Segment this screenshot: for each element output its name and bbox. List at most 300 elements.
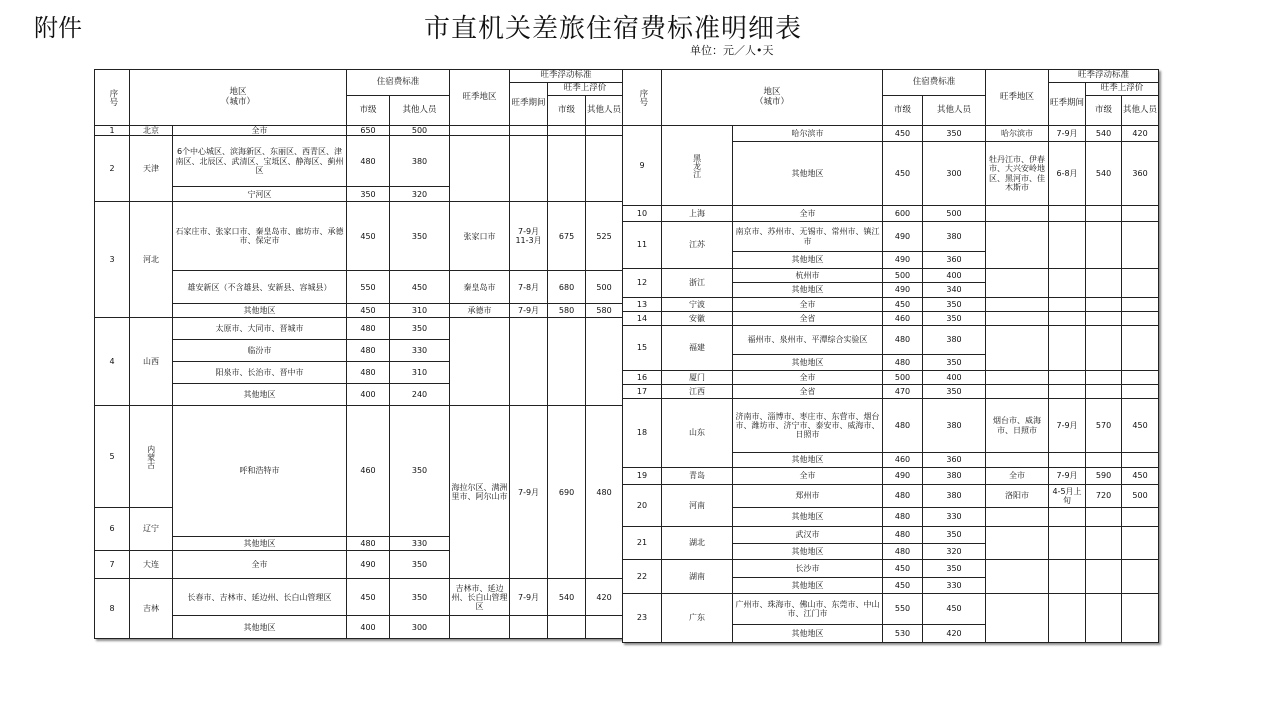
province-cell: 上海 [662, 206, 733, 222]
page-title: 市直机关差旅住宿费标准明细表 [424, 14, 803, 44]
peak-area-cell: 全市 [986, 468, 1049, 485]
peak-area-cell [986, 385, 1049, 399]
peak-city-level-value [1086, 326, 1122, 371]
peak-area-cell: 张家口市 [450, 202, 510, 271]
peak-area-cell [986, 560, 1049, 594]
table-row [623, 222, 1159, 252]
city-level-value: 350 [347, 187, 390, 202]
province-cell: 江苏 [662, 222, 733, 269]
city-level-value: 480 [883, 508, 923, 527]
peak-other-staff-value [1122, 385, 1159, 399]
province-cell: 河北 [130, 202, 173, 318]
peak-period-cell [1049, 371, 1086, 385]
table-row [623, 527, 1159, 544]
area-cell: 郑州市 [733, 485, 883, 508]
other-staff-value: 500 [923, 206, 986, 222]
peak-other-staff-value [1122, 453, 1159, 468]
table-row [623, 326, 1159, 355]
city-level-value: 500 [883, 371, 923, 385]
peak-period-cell: 7-9月 [510, 304, 548, 318]
city-level-value: 470 [883, 385, 923, 399]
peak-city-level-value: 720 [1086, 485, 1122, 508]
city-level-value: 460 [883, 453, 923, 468]
peak-city-level-value: 675 [548, 202, 586, 271]
table-row [623, 371, 1159, 385]
peak-period-cell [510, 616, 548, 639]
peak-area-cell [450, 616, 510, 639]
seq-cell: 19 [623, 468, 662, 485]
peak-area-cell [986, 453, 1049, 468]
header-row [623, 70, 1159, 83]
peak-area-cell [986, 312, 1049, 326]
peak-city-level-value [548, 318, 586, 406]
standard-table-left [94, 69, 623, 639]
peak-other-staff-value [1122, 527, 1159, 560]
province-cell: 北京 [130, 126, 173, 136]
peak-period-cell: 6-8月 [1049, 142, 1086, 206]
peak-other-staff-value: 580 [586, 304, 623, 318]
peak-other-staff-value [1122, 298, 1159, 312]
table-row [623, 206, 1159, 222]
table-row [95, 579, 623, 616]
province-cell: 大连 [130, 550, 173, 579]
other-staff-value: 350 [390, 202, 450, 271]
peak-period-cell [1049, 312, 1086, 326]
other-staff-value: 350 [923, 298, 986, 312]
table-row [623, 594, 1159, 625]
seq-cell: 1 [95, 126, 130, 136]
other-staff-value: 320 [390, 187, 450, 202]
table-row [623, 269, 1159, 283]
peak-area-cell [986, 269, 1049, 298]
other-staff-value: 310 [390, 362, 450, 384]
other-staff-value: 500 [390, 126, 450, 136]
table-row [623, 485, 1159, 508]
province-cell: 天津 [130, 136, 173, 202]
table-row [623, 399, 1159, 453]
area-cell: 全市 [733, 371, 883, 385]
peak-period-cell [1049, 594, 1086, 643]
city-level-value: 480 [883, 485, 923, 508]
city-level-value: 450 [883, 578, 923, 594]
other-staff-value: 330 [923, 508, 986, 527]
province-cell: 内蒙古 [130, 406, 173, 508]
peak-other-staff-value: 420 [586, 579, 623, 616]
city-level-value: 490 [883, 283, 923, 298]
table-row [623, 312, 1159, 326]
peak-other-staff-value [1122, 312, 1159, 326]
other-staff-value: 350 [390, 550, 450, 579]
other-staff-value: 420 [923, 625, 986, 643]
other-staff-value: 380 [923, 468, 986, 485]
province-cell: 山东 [662, 399, 733, 468]
peak-area-cell: 牡丹江市、伊春市、大兴安岭地区、黑河市、佳木斯市 [986, 142, 1049, 206]
region-header: 地区 （城市） [130, 70, 347, 126]
other-staff-header: 其他人员 [923, 96, 986, 126]
peak-area-cell: 哈尔滨市 [986, 126, 1049, 142]
peak-city-level-value [1086, 527, 1122, 560]
peak-period-cell [1049, 206, 1086, 222]
table-row [623, 468, 1159, 485]
seq-cell: 20 [623, 485, 662, 527]
city-level-value: 490 [883, 252, 923, 269]
peak-area-cell [450, 136, 510, 202]
province-cell: 黑龙江 [662, 126, 733, 206]
peak-other-staff-value [1122, 326, 1159, 371]
city-level-value: 450 [883, 142, 923, 206]
province-cell: 安徽 [662, 312, 733, 326]
seq-header: 序号 [623, 70, 662, 126]
peak-city-level-value [1086, 453, 1122, 468]
province-cell: 厦门 [662, 371, 733, 385]
peak-period-cell [1049, 385, 1086, 399]
city-level-value: 480 [883, 355, 923, 371]
other-staff-value: 350 [923, 126, 986, 142]
peak-city-level-value: 570 [1086, 399, 1122, 453]
seq-cell: 18 [623, 399, 662, 468]
area-cell: 其他地区 [733, 252, 883, 269]
other-staff-value: 360 [923, 453, 986, 468]
area-cell: 武汉市 [733, 527, 883, 544]
area-cell: 临汾市 [173, 340, 347, 362]
peak-area-cell: 吉林市、延边州、长白山管理区 [450, 579, 510, 616]
attachment-label: 附件 [34, 14, 82, 42]
city-level-value: 550 [883, 594, 923, 625]
other-staff-value: 350 [390, 318, 450, 340]
peak-period-cell: 7-9月 [1049, 468, 1086, 485]
peak-city-level-value [548, 616, 586, 639]
table-row [623, 385, 1159, 399]
area-cell: 全省 [733, 312, 883, 326]
seq-cell: 2 [95, 136, 130, 202]
standard-header: 住宿费标准 [347, 70, 450, 96]
peak-other-staff-value: 525 [586, 202, 623, 271]
province-cell: 湖北 [662, 527, 733, 560]
seq-cell: 21 [623, 527, 662, 560]
table-row [95, 271, 623, 304]
peak-period-cell: 7-9月 [1049, 126, 1086, 142]
peak-area-cell [986, 594, 1049, 643]
area-cell: 全市 [733, 298, 883, 312]
table-row [95, 136, 623, 187]
other-staff-value: 400 [923, 371, 986, 385]
city-level-value: 480 [883, 544, 923, 560]
area-cell: 其他地区 [733, 142, 883, 206]
peak-other-staff-value [1122, 269, 1159, 298]
peak-city-level-value: 690 [548, 406, 586, 579]
city-level-value: 480 [883, 399, 923, 453]
province-cell: 福建 [662, 326, 733, 371]
city-level-value: 480 [347, 536, 390, 550]
city-level-value: 480 [883, 326, 923, 355]
peak-area-cell: 烟台市、威海市、日照市 [986, 399, 1049, 453]
peak-period-header: 旺季期间 [510, 83, 548, 126]
other-staff-value: 450 [923, 594, 986, 625]
peak-float-header: 旺季浮动标准 [1049, 70, 1159, 83]
other-staff-value: 400 [923, 269, 986, 283]
seq-cell: 5 [95, 406, 130, 508]
peak-period-cell: 4-5月上旬 [1049, 485, 1086, 508]
seq-cell: 9 [623, 126, 662, 206]
province-cell: 河南 [662, 485, 733, 527]
peak-area-header: 旺季地区 [450, 70, 510, 126]
province-cell: 宁波 [662, 298, 733, 312]
city-level-value: 550 [347, 271, 390, 304]
peak-area-cell [986, 206, 1049, 222]
peak-other-staff-value [1122, 508, 1159, 527]
peak-period-header: 旺季期间 [1049, 83, 1086, 126]
other-staff-value: 350 [923, 355, 986, 371]
province-cell: 辽宁 [130, 508, 173, 551]
seq-cell: 23 [623, 594, 662, 643]
other-staff-value: 320 [923, 544, 986, 560]
area-cell: 福州市、泉州市、平潭综合实验区 [733, 326, 883, 355]
province-cell: 江西 [662, 385, 733, 399]
peak-city-level-value: 540 [548, 579, 586, 616]
peak-other-staff-value [1122, 594, 1159, 643]
peak-period-cell: 7-9月 [510, 406, 548, 579]
peak-city-level-header: 市级 [1086, 96, 1122, 126]
other-staff-value: 300 [390, 616, 450, 639]
peak-other-staff-header: 其他人员 [1122, 96, 1159, 126]
area-cell: 其他地区 [733, 508, 883, 527]
area-cell: 全市 [733, 468, 883, 485]
area-cell: 太原市、大同市、晋城市 [173, 318, 347, 340]
other-staff-value: 330 [390, 340, 450, 362]
other-staff-value: 380 [923, 326, 986, 355]
peak-area-cell [986, 371, 1049, 385]
seq-cell: 3 [95, 202, 130, 318]
other-staff-value: 310 [390, 304, 450, 318]
city-level-value: 400 [347, 616, 390, 639]
other-staff-value: 240 [390, 384, 450, 406]
other-staff-value: 330 [390, 536, 450, 550]
peak-city-level-value [1086, 206, 1122, 222]
peak-area-cell [986, 298, 1049, 312]
seq-cell: 7 [95, 550, 130, 579]
area-cell: 石家庄市、张家口市、秦皇岛市、廊坊市、承德市、保定市 [173, 202, 347, 271]
peak-period-cell [1049, 453, 1086, 468]
peak-area-cell: 洛阳市 [986, 485, 1049, 508]
area-cell: 其他地区 [733, 355, 883, 371]
peak-other-staff-header: 其他人员 [586, 96, 623, 126]
other-staff-value: 380 [923, 485, 986, 508]
region-header: 地区 （城市） [662, 70, 883, 126]
seq-cell: 10 [623, 206, 662, 222]
seq-header: 序号 [95, 70, 130, 126]
city-level-value: 450 [883, 560, 923, 578]
area-cell: 其他地区 [733, 544, 883, 560]
area-cell: 济南市、淄博市、枣庄市、东营市、烟台市、潍坊市、济宁市、泰安市、威海市、日照市 [733, 399, 883, 453]
peak-other-staff-value [586, 126, 623, 136]
peak-city-level-value: 540 [1086, 126, 1122, 142]
city-level-header: 市级 [347, 96, 390, 126]
peak-period-cell [1049, 326, 1086, 371]
province-cell: 广东 [662, 594, 733, 643]
city-level-value: 530 [883, 625, 923, 643]
area-cell: 长春市、吉林市、延边州、长白山管理区 [173, 579, 347, 616]
peak-city-level-value [548, 126, 586, 136]
peak-other-staff-value [586, 136, 623, 202]
peak-area-cell [450, 318, 510, 406]
other-staff-header: 其他人员 [390, 96, 450, 126]
standard-table-right [622, 69, 1159, 643]
peak-city-level-value: 580 [548, 304, 586, 318]
peak-other-staff-value [1122, 371, 1159, 385]
peak-area-header: 旺季地区 [986, 70, 1049, 126]
city-level-value: 450 [347, 304, 390, 318]
other-staff-value: 380 [390, 136, 450, 187]
peak-city-level-value [1086, 371, 1122, 385]
area-cell: 其他地区 [733, 625, 883, 643]
city-level-value: 480 [347, 362, 390, 384]
area-cell: 其他地区 [173, 384, 347, 406]
city-level-value: 400 [347, 384, 390, 406]
peak-city-level-value [1086, 508, 1122, 527]
other-staff-value: 350 [923, 385, 986, 399]
peak-period-cell: 7-9月 [1049, 399, 1086, 453]
table-row [623, 560, 1159, 578]
table-row [95, 304, 623, 318]
city-level-value: 460 [883, 312, 923, 326]
peak-city-level-value [1086, 222, 1122, 269]
other-staff-value: 330 [923, 578, 986, 594]
peak-price-header: 旺季上浮价 [1086, 83, 1159, 96]
area-cell: 其他地区 [733, 578, 883, 594]
city-level-value: 450 [347, 202, 390, 271]
area-cell: 阳泉市、长治市、晋中市 [173, 362, 347, 384]
area-cell: 雄安新区（不含雄县、安新县、容城县） [173, 271, 347, 304]
city-level-value: 500 [883, 269, 923, 283]
city-level-value: 450 [883, 298, 923, 312]
area-cell: 其他地区 [733, 453, 883, 468]
header-row [95, 70, 623, 83]
area-cell: 宁河区 [173, 187, 347, 202]
peak-area-cell [450, 126, 510, 136]
area-cell: 6个中心城区、滨海新区、东丽区、西青区、津南区、北辰区、武清区、宝坻区、静海区、蓟州区 [173, 136, 347, 187]
city-level-value: 450 [883, 126, 923, 142]
city-level-value: 480 [883, 527, 923, 544]
seq-cell: 16 [623, 371, 662, 385]
table-row [95, 126, 623, 136]
province-cell: 浙江 [662, 269, 733, 298]
seq-cell: 11 [623, 222, 662, 269]
area-cell: 广州市、珠海市、佛山市、东莞市、中山市、江门市 [733, 594, 883, 625]
peak-period-cell [1049, 298, 1086, 312]
peak-period-cell [1049, 222, 1086, 269]
city-level-value: 490 [883, 468, 923, 485]
peak-area-cell [986, 222, 1049, 269]
other-staff-value: 350 [923, 312, 986, 326]
peak-other-staff-value: 420 [1122, 126, 1159, 142]
area-cell: 哈尔滨市 [733, 126, 883, 142]
peak-city-level-value [1086, 385, 1122, 399]
province-cell: 山西 [130, 318, 173, 406]
city-level-value: 650 [347, 126, 390, 136]
peak-other-staff-value: 500 [1122, 485, 1159, 508]
area-cell: 其他地区 [173, 536, 347, 550]
peak-period-cell [510, 126, 548, 136]
peak-period-cell: 7-9月 [510, 579, 548, 616]
peak-period-cell [1049, 560, 1086, 594]
peak-period-cell [1049, 269, 1086, 298]
standard-header: 住宿费标准 [883, 70, 986, 96]
peak-period-cell [510, 318, 548, 406]
area-cell: 全市 [733, 206, 883, 222]
peak-area-cell: 承德市 [450, 304, 510, 318]
city-level-header: 市级 [883, 96, 923, 126]
peak-other-staff-value [586, 616, 623, 639]
peak-other-staff-value: 500 [586, 271, 623, 304]
other-staff-value: 360 [923, 252, 986, 269]
city-level-value: 490 [883, 222, 923, 252]
peak-city-level-value [1086, 269, 1122, 298]
peak-float-header: 旺季浮动标准 [510, 70, 623, 83]
peak-other-staff-value [1122, 222, 1159, 269]
peak-city-level-value [1086, 312, 1122, 326]
city-level-value: 490 [347, 550, 390, 579]
peak-other-staff-value [1122, 560, 1159, 594]
peak-area-cell: 秦皇岛市 [450, 271, 510, 304]
area-cell: 其他地区 [173, 616, 347, 639]
other-staff-value: 380 [923, 399, 986, 453]
peak-other-staff-value: 360 [1122, 142, 1159, 206]
seq-cell: 14 [623, 312, 662, 326]
peak-city-level-value [1086, 560, 1122, 594]
peak-other-staff-value [586, 318, 623, 406]
area-cell: 全市 [173, 550, 347, 579]
province-cell: 湖南 [662, 560, 733, 594]
table-row [95, 202, 623, 271]
table-row [623, 126, 1159, 142]
seq-cell: 12 [623, 269, 662, 298]
area-cell: 其他地区 [733, 283, 883, 298]
seq-cell: 6 [95, 508, 130, 551]
other-staff-value: 450 [390, 271, 450, 304]
area-cell: 长沙市 [733, 560, 883, 578]
seq-cell: 22 [623, 560, 662, 594]
city-level-value: 600 [883, 206, 923, 222]
province-cell: 青岛 [662, 468, 733, 485]
other-staff-value: 380 [923, 222, 986, 252]
table-row [623, 298, 1159, 312]
city-level-value: 480 [347, 340, 390, 362]
other-staff-value: 300 [923, 142, 986, 206]
city-level-value: 460 [347, 406, 390, 537]
table-row [95, 616, 623, 639]
peak-city-level-value: 590 [1086, 468, 1122, 485]
peak-other-staff-value: 450 [1122, 468, 1159, 485]
other-staff-value: 350 [390, 579, 450, 616]
peak-city-level-value [1086, 594, 1122, 643]
other-staff-value: 350 [390, 406, 450, 537]
area-cell: 全省 [733, 385, 883, 399]
peak-other-staff-value: 450 [1122, 399, 1159, 453]
area-cell: 其他地区 [173, 304, 347, 318]
peak-period-cell [510, 136, 548, 202]
seq-cell: 4 [95, 318, 130, 406]
peak-price-header: 旺季上浮价 [548, 83, 623, 96]
peak-city-level-value: 680 [548, 271, 586, 304]
peak-city-level-value [548, 136, 586, 202]
area-cell: 杭州市 [733, 269, 883, 283]
peak-city-level-header: 市级 [548, 96, 586, 126]
peak-area-cell [986, 527, 1049, 560]
peak-city-level-value: 540 [1086, 142, 1122, 206]
seq-cell: 8 [95, 579, 130, 639]
area-cell: 南京市、苏州市、无锡市、常州市、镇江市 [733, 222, 883, 252]
city-level-value: 480 [347, 136, 390, 187]
